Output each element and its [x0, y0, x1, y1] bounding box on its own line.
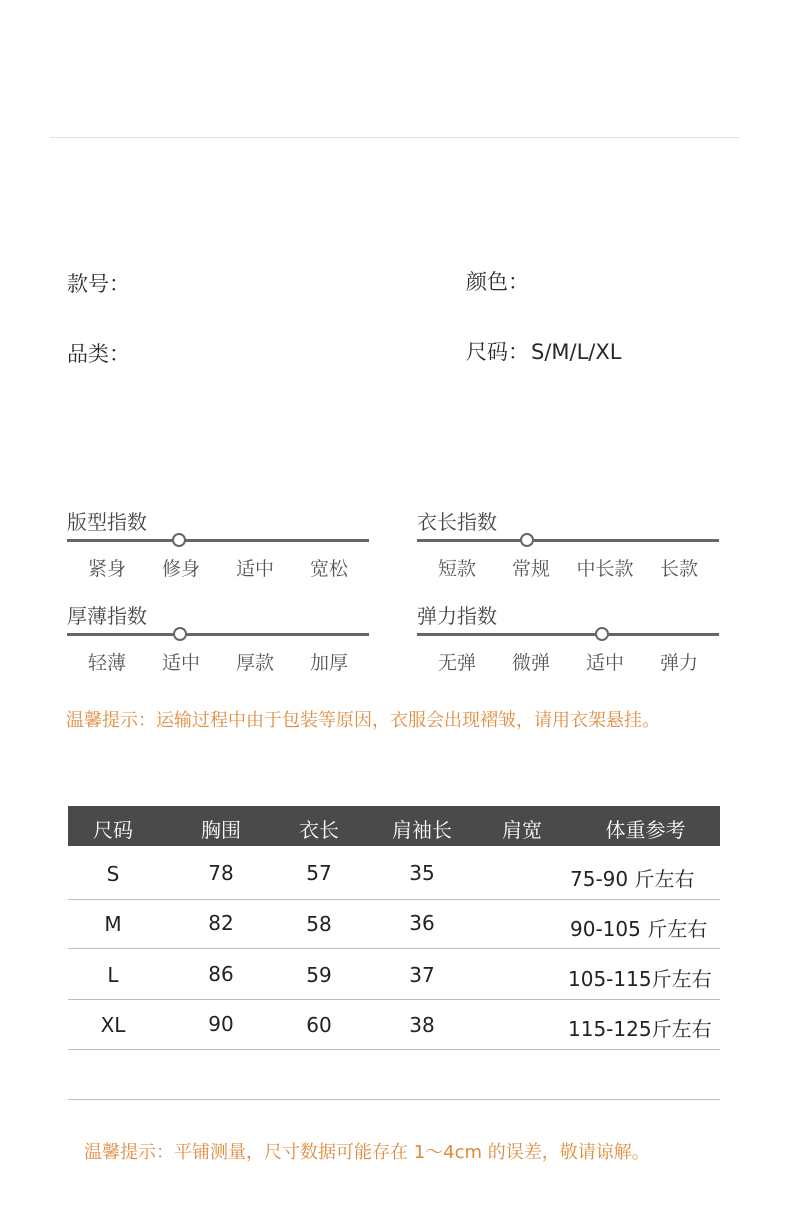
cell-size: L [107, 963, 119, 987]
length-index-track [417, 539, 719, 542]
cell-sleeve: 35 [409, 861, 435, 885]
cell-size: S [106, 862, 120, 886]
header-shoulder: 肩宽 [502, 818, 542, 842]
color-field [466, 266, 529, 296]
fit-option: 紧身 [87, 558, 126, 580]
table-bottom-divider [68, 1099, 720, 1100]
cell-sleeve: 37 [409, 963, 435, 987]
row-divider [68, 1049, 720, 1050]
thickness-index-track [67, 633, 369, 636]
fit-index-knob [172, 533, 186, 547]
style-no-label: 款号： [67, 272, 130, 296]
stretch-option: 无弹 [437, 652, 476, 674]
header-chest: 胸围 [201, 818, 241, 842]
stretch-index-title: 弹力指数 [417, 604, 497, 628]
thickness-option: 轻薄 [87, 652, 126, 674]
stretch-index-knob [595, 627, 609, 641]
cell-length: 59 [306, 963, 332, 987]
cell-sleeve: 38 [409, 1013, 435, 1037]
cell-weight: 75-90 斤左右 [570, 867, 695, 891]
length-option: 短款 [437, 558, 476, 580]
stretch-index-track [417, 633, 719, 636]
cell-length: 57 [306, 861, 332, 885]
color-label: 颜色： [466, 270, 529, 294]
stretch-option: 弹力 [659, 652, 698, 674]
cell-weight: 115-125斤左右 [568, 1017, 712, 1041]
cell-chest: 90 [208, 1012, 234, 1036]
header-sleeve: 肩袖长 [392, 818, 452, 842]
stretch-index [417, 600, 721, 674]
fit-index-title: 版型指数 [67, 510, 147, 534]
thickness-option: 厚款 [235, 652, 274, 674]
header-size: 尺码 [93, 818, 133, 842]
cell-chest: 86 [208, 962, 234, 986]
length-index-title: 衣长指数 [417, 510, 497, 534]
fit-option: 适中 [235, 558, 274, 580]
length-option: 长款 [659, 558, 698, 580]
size-value: S/M/L/XL [531, 340, 622, 364]
stretch-option: 微弹 [511, 652, 550, 674]
length-option: 常规 [511, 558, 550, 580]
cell-size: XL [100, 1013, 126, 1037]
cell-length: 60 [306, 1013, 332, 1037]
category-field [67, 338, 130, 368]
fit-index-track [67, 539, 369, 542]
style-no-field [67, 268, 130, 298]
shipping-tip: 温馨提示：运输过程中由于包装等原因，衣服会出现褶皱，请用衣架悬挂。 [66, 710, 660, 731]
measurement-tip: 温馨提示：平铺测量，尺寸数据可能存在 1～4cm 的误差，敬请谅解。 [84, 1142, 650, 1163]
stretch-option: 适中 [585, 652, 624, 674]
row-divider [68, 899, 720, 900]
fit-index [67, 506, 371, 580]
cell-weight: 90-105 斤左右 [570, 917, 708, 941]
thickness-option: 加厚 [309, 652, 348, 674]
size-field [466, 336, 621, 366]
length-index [417, 506, 721, 580]
length-option: 中长款 [576, 558, 634, 580]
row-divider [68, 948, 720, 949]
category-label: 品类： [67, 342, 130, 366]
size-label: 尺码： [466, 340, 529, 364]
cell-sleeve: 36 [409, 911, 435, 935]
header-length: 衣长 [299, 818, 339, 842]
cell-chest: 82 [208, 911, 234, 935]
length-index-knob [520, 533, 534, 547]
cell-length: 58 [306, 912, 332, 936]
fit-option: 宽松 [309, 558, 348, 580]
top-divider [50, 137, 740, 138]
cell-chest: 78 [208, 861, 234, 885]
thickness-index-knob [173, 627, 187, 641]
thickness-index-title: 厚薄指数 [67, 604, 147, 628]
thickness-index [67, 600, 371, 674]
size-table-header [68, 806, 720, 846]
cell-size: M [104, 912, 122, 936]
header-weight: 体重参考 [605, 818, 686, 842]
thickness-option: 适中 [161, 652, 200, 674]
cell-weight: 105-115斤左右 [568, 967, 712, 991]
fit-option: 修身 [161, 558, 200, 580]
row-divider [68, 999, 720, 1000]
